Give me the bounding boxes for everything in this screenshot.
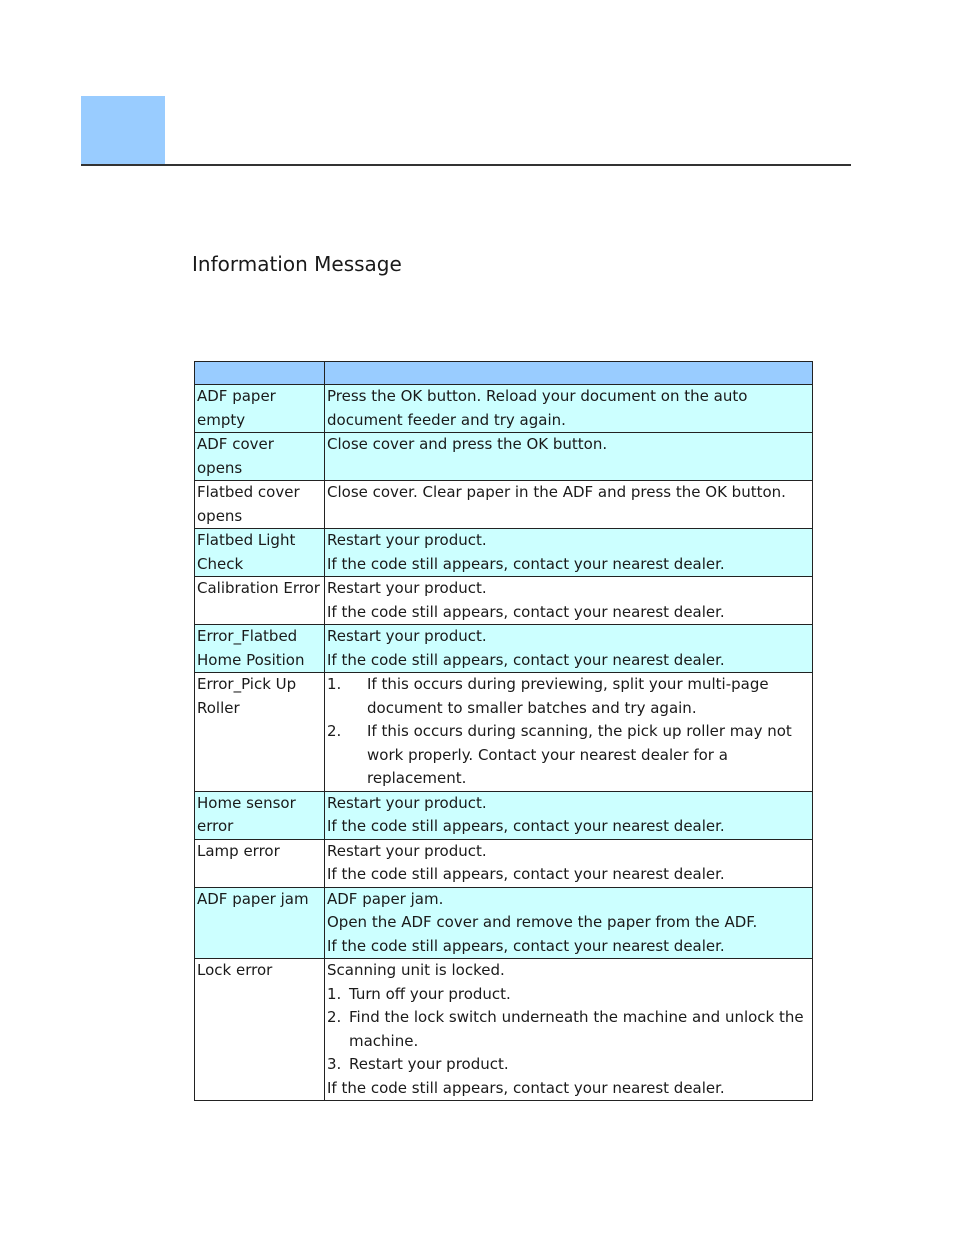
message-description-cell: [325, 959, 813, 1101]
header-cell-description: [325, 362, 813, 385]
information-message-table: [194, 361, 813, 1101]
description-line: Close cover and press the OK button.: [327, 435, 608, 453]
message-code-cell: Home sensor error: [195, 791, 325, 839]
message-description-cell: [325, 385, 813, 433]
chapter-header-block: [81, 96, 165, 166]
description-line: Restart your product.: [327, 579, 487, 597]
table-header-row: [195, 362, 813, 385]
description-line: Restart your product.: [327, 627, 487, 645]
table-row: [195, 433, 813, 481]
message-description-cell: [325, 625, 813, 673]
message-code-cell: Lamp error: [195, 839, 325, 887]
step-number: 3.: [327, 1055, 342, 1073]
description-line: Open the ADF cover and remove the paper from the ADF.: [327, 913, 758, 931]
table-row: [195, 959, 813, 1101]
table-row: [195, 529, 813, 577]
step-text: Restart your product.: [349, 1055, 509, 1073]
table-row: [195, 887, 813, 959]
step-number: 2.: [327, 722, 342, 740]
numbered-step: [327, 983, 810, 1007]
step-number: 2.: [327, 1008, 342, 1026]
step-text: If this occurs during scanning, the pick up roller may not work properly. Contact your nearest dealer for a replacement.: [367, 722, 792, 787]
description-line: Press the OK button. Reload your document on the auto document feeder and try again.: [327, 387, 748, 429]
description-line: If the code still appears, contact your nearest dealer.: [327, 650, 725, 669]
table-row: [195, 625, 813, 673]
numbered-step: [327, 1053, 810, 1077]
section-title: Information Message: [192, 252, 402, 276]
table-row: [195, 791, 813, 839]
table-row: [195, 673, 813, 792]
numbered-step: [327, 1006, 810, 1053]
message-code-cell: Error_Flatbed Home Position: [195, 625, 325, 673]
step-text: Find the lock switch underneath the machine and unlock the machine.: [349, 1008, 804, 1050]
message-description-cell: [325, 791, 813, 839]
message-code-cell: ADF paper jam: [195, 887, 325, 959]
table-row: [195, 385, 813, 433]
message-description-cell: [325, 673, 813, 792]
step-number: 1.: [327, 984, 342, 1003]
description-line: Restart your product.: [327, 793, 487, 812]
message-code-cell: ADF paper empty: [195, 385, 325, 433]
description-line: If the code still appears, contact your nearest dealer.: [327, 817, 725, 835]
step-text: Turn off your product.: [349, 984, 511, 1003]
message-code-cell: ADF cover opens: [195, 433, 325, 481]
description-line: If the code still appears, contact your nearest dealer.: [327, 1078, 725, 1097]
numbered-step: [327, 673, 810, 720]
description-line: If the code still appears, contact your nearest dealer.: [327, 936, 725, 955]
description-line: If the code still appears, contact your nearest dealer.: [327, 554, 725, 573]
message-description-cell: [325, 839, 813, 887]
table-row: [195, 577, 813, 625]
description-line: If the code still appears, contact your nearest dealer.: [327, 865, 725, 883]
table-row: [195, 481, 813, 529]
description-line: ADF paper jam.: [327, 889, 444, 908]
message-code-cell: Flatbed Light Check: [195, 529, 325, 577]
header-cell-code: [195, 362, 325, 385]
message-description-cell: [325, 529, 813, 577]
step-number: 1.: [327, 675, 342, 693]
message-code-cell: Error_Pick Up Roller: [195, 673, 325, 792]
description-line: Restart your product.: [327, 531, 487, 549]
message-code-cell: Calibration Error: [195, 577, 325, 625]
description-line: Scanning unit is locked.: [327, 961, 505, 979]
message-description-cell: [325, 481, 813, 529]
message-description-cell: [325, 887, 813, 959]
message-code-cell: Lock error: [195, 959, 325, 1101]
header-rule: [81, 164, 851, 166]
step-text: If this occurs during previewing, split your multi-page document to smaller batches and try again.: [367, 675, 769, 717]
message-description-cell: [325, 433, 813, 481]
numbered-step: [327, 720, 810, 791]
message-code-cell: Flatbed cover opens: [195, 481, 325, 529]
description-line: Close cover. Clear paper in the ADF and press the OK button.: [327, 483, 786, 501]
description-line: If the code still appears, contact your nearest dealer.: [327, 602, 725, 621]
table-row: [195, 839, 813, 887]
message-description-cell: [325, 577, 813, 625]
description-line: Restart your product.: [327, 841, 487, 860]
